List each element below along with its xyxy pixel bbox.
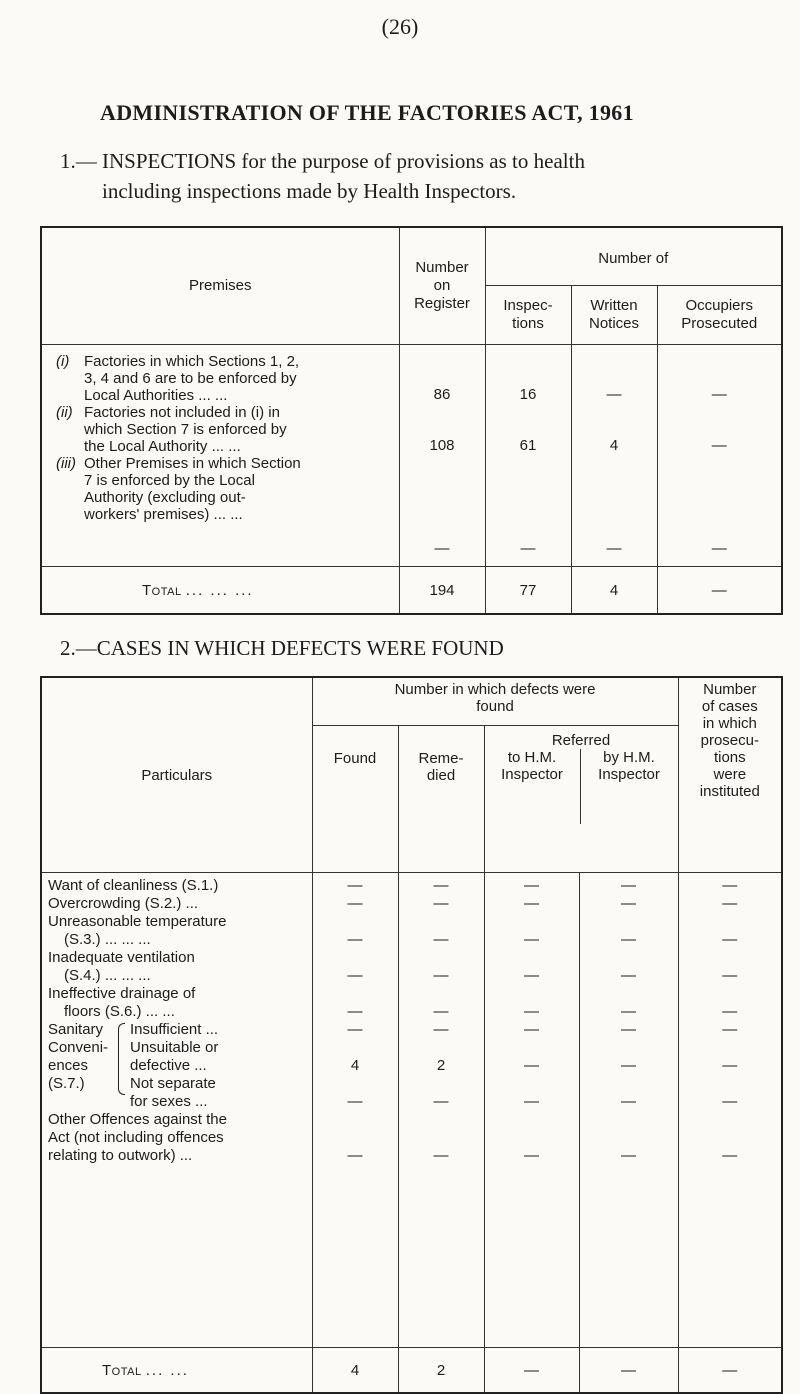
remedied-value: — (433, 895, 449, 912)
found-value: — (347, 1021, 363, 1038)
prosecutions-value: — (722, 1147, 738, 1164)
premises-item (56, 455, 393, 523)
header-line: died (426, 767, 456, 784)
particular-line: Ineffective drainage of (48, 985, 196, 1002)
sanitary-item-line: defective ... (130, 1057, 207, 1074)
header-register-line: Register (414, 295, 470, 312)
total-dots: ... ... (145, 1361, 189, 1379)
premises-item (56, 404, 393, 455)
prosecutions-value: — (722, 931, 738, 948)
header-number-defects (312, 677, 678, 726)
sanitary-label-line: Conveni- (48, 1039, 109, 1056)
found-value: — (347, 931, 363, 948)
particular-line: Inadequate ventilation (48, 949, 195, 966)
header-line: Number in which defects were (394, 681, 596, 698)
remedied-value: — (433, 1093, 449, 1110)
item-line: Factories not included in (i) in (84, 404, 280, 421)
header-number-of: Number of (485, 227, 782, 286)
to-hm-value: — (524, 1093, 539, 1110)
notices-value: 4 (609, 437, 619, 454)
header-line: prosecu- (700, 732, 759, 749)
by-hm-value: — (621, 895, 637, 912)
prosecuted-column (657, 345, 782, 567)
header-by-hm (581, 749, 678, 824)
register-value: 86 (433, 386, 451, 403)
total-label: Total (142, 581, 182, 599)
header-line: Notices (588, 315, 640, 332)
header-line: tions (713, 749, 746, 766)
item-line: Factories in which Sections 1, 2, (84, 353, 300, 370)
to-hm-value: — (524, 1057, 539, 1074)
remedied-value: — (433, 967, 449, 984)
particular-line: Unreasonable temperature (48, 913, 227, 930)
inspections-value: 16 (519, 386, 537, 403)
prosecutions-value: — (722, 877, 738, 894)
section2-heading: 2.—CASES IN WHICH DEFECTS WERE FOUND (60, 636, 504, 660)
header-line: Inspec- (503, 297, 553, 314)
by-hm-value: — (621, 1021, 637, 1038)
header-register-line: Number (415, 259, 469, 276)
header-referred-group (484, 726, 678, 873)
to-hm-value: — (524, 877, 539, 894)
header-premises: Premises (41, 227, 399, 345)
defects-table (40, 676, 783, 1394)
header-notices (571, 286, 657, 345)
prosecuted-value: — (711, 437, 727, 454)
by-hm-value: — (621, 1147, 637, 1164)
by-hm-value: — (621, 1003, 637, 1020)
header-line: Number (703, 681, 757, 698)
sanitary-label-line: (S.7.) (48, 1075, 85, 1092)
prosecutions-value: — (722, 1057, 738, 1074)
header-line: tions (512, 315, 544, 332)
section1-number: 1.— (60, 149, 97, 173)
prosecutions-value: — (722, 1093, 738, 1110)
header-register-line: on (433, 277, 451, 294)
item-line: Authority (excluding out- (84, 489, 246, 506)
prosecutions-column (678, 873, 782, 1348)
sanitary-item-line: Unsuitable or (130, 1039, 219, 1056)
item-line: 3, 4 and 6 are to be enforced by (84, 370, 297, 387)
header-line: were (713, 766, 747, 783)
total-notices: 4 (571, 567, 657, 615)
item-line: workers' premises) ... ... (84, 506, 243, 523)
remedied-value: 2 (436, 1057, 446, 1074)
found-value: — (347, 1003, 363, 1020)
item-line: the Local Authority ... ... (84, 438, 241, 455)
section1-heading-line2: including inspections made by Health Inspectors. (102, 179, 517, 203)
header-line: Written (590, 297, 638, 314)
total-register: 194 (399, 567, 485, 615)
particular-line: Overcrowding (S.2.) ... (48, 895, 199, 912)
inspections-table (40, 226, 783, 615)
inspections-column (485, 345, 571, 567)
remedied-value: — (433, 877, 449, 894)
header-line: to H.M. (507, 749, 557, 766)
header-referred-split (485, 749, 678, 824)
remedied-value: — (433, 1003, 449, 1020)
by-hm-value: — (621, 877, 637, 894)
sanitary-brace (118, 1023, 125, 1095)
prosecuted-value: — (711, 386, 727, 403)
header-line: Occupiers (685, 297, 754, 314)
by-hm-column (579, 873, 678, 1348)
item-line: Other Premises in which Section (84, 455, 301, 472)
notices-column (571, 345, 657, 567)
total-to-hm: — (484, 1348, 579, 1394)
item-label: (iii) (56, 455, 76, 472)
sanitary-item-line: Not separate (130, 1075, 216, 1092)
remedied-value: — (433, 931, 449, 948)
to-hm-value: — (524, 1021, 539, 1038)
header-inspections (485, 286, 571, 345)
particular-line: Act (not including offences (48, 1129, 224, 1146)
header-line: Inspector (501, 766, 563, 783)
notices-value: — (606, 386, 622, 403)
header-line: Reme- (418, 750, 464, 767)
by-hm-value: — (621, 1057, 637, 1074)
found-column (312, 873, 398, 1348)
particular-line: Want of cleanliness (S.1.) (48, 877, 219, 894)
total-label-cell (41, 1348, 312, 1394)
to-hm-value: — (524, 895, 539, 912)
sanitary-label-line: Sanitary (48, 1021, 104, 1038)
header-particulars: Particulars (41, 677, 312, 873)
header-line: of cases (701, 698, 758, 715)
header-line: Prosecuted (681, 315, 758, 332)
total-label-cell (41, 567, 399, 615)
header-to-hm (485, 749, 581, 824)
item-label: (i) (56, 353, 70, 370)
remedied-value: — (433, 1021, 449, 1038)
register-value: — (434, 540, 450, 557)
total-remedied: 2 (398, 1348, 484, 1394)
to-hm-value: — (524, 967, 539, 984)
sanitary-label-line: ences (48, 1057, 89, 1074)
prosecuted-value: — (711, 540, 727, 557)
header-line: instituted (699, 783, 760, 800)
particular-line: (S.4.) ... ... ... (64, 967, 151, 984)
particular-line: floors (S.6.) ... ... (64, 1003, 175, 1020)
remedied-value: — (433, 1147, 449, 1164)
total-found: 4 (312, 1348, 398, 1394)
prosecutions-value: — (722, 1021, 738, 1038)
found-value: — (347, 967, 363, 984)
to-hm-value: — (524, 931, 539, 948)
prosecutions-value: — (722, 895, 738, 912)
particular-line: Other Offences against the (48, 1111, 227, 1128)
notices-value: — (606, 540, 622, 557)
total-prosecuted: — (657, 567, 782, 615)
header-register (399, 227, 485, 345)
section1-heading-line1: INSPECTIONS for the purpose of provisions as to health (102, 149, 585, 173)
item-line: 7 is enforced by the Local (84, 472, 255, 489)
found-value: — (347, 877, 363, 894)
header-line: Inspector (598, 766, 660, 783)
by-hm-value: — (621, 931, 637, 948)
inspections-value: — (520, 540, 536, 557)
particular-line: (S.3.) ... ... ... (64, 931, 151, 948)
by-hm-value: — (621, 1093, 637, 1110)
header-line: found (476, 698, 514, 715)
sanitary-item-line: for sexes ... (130, 1093, 208, 1110)
header-prosecuted (657, 286, 782, 345)
total-inspections: 77 (485, 567, 571, 615)
register-value: 108 (429, 437, 455, 454)
header-found: Found (312, 726, 398, 873)
header-prosecutions (678, 677, 782, 873)
total-by-hm: — (579, 1348, 678, 1394)
premises-cell (41, 345, 399, 567)
total-prosecutions: — (678, 1348, 782, 1394)
found-value: — (347, 1147, 363, 1164)
page-number: (26) (381, 14, 419, 39)
total-dots: ... ... ... (185, 581, 254, 599)
item-label: (ii) (56, 404, 73, 421)
total-label: Total (102, 1361, 142, 1379)
remedied-column (398, 873, 484, 1348)
register-column (399, 345, 485, 567)
inspections-value: 61 (519, 437, 537, 454)
header-referred: Referred (551, 732, 611, 749)
prosecutions-value: — (722, 967, 738, 984)
item-line: Local Authorities ... ... (84, 387, 228, 404)
to-hm-column (484, 873, 579, 1348)
found-value: — (347, 895, 363, 912)
by-hm-value: — (621, 967, 637, 984)
header-line: in which (702, 715, 757, 732)
sanitary-item-line: Insufficient ... (130, 1021, 219, 1038)
prosecutions-value: — (722, 1003, 738, 1020)
section1-heading (60, 146, 780, 206)
found-value: — (347, 1093, 363, 1110)
header-line: by H.M. (603, 749, 655, 766)
premises-item (56, 353, 393, 404)
to-hm-value: — (524, 1003, 539, 1020)
found-value: 4 (350, 1057, 360, 1074)
particulars-cell (41, 873, 312, 1348)
page-title: ADMINISTRATION OF THE FACTORIES ACT, 1961 (100, 100, 634, 125)
header-remedied (398, 726, 484, 873)
particular-line: relating to outwork) ... (48, 1147, 193, 1164)
to-hm-value: — (524, 1147, 539, 1164)
item-line: which Section 7 is enforced by (84, 421, 287, 438)
